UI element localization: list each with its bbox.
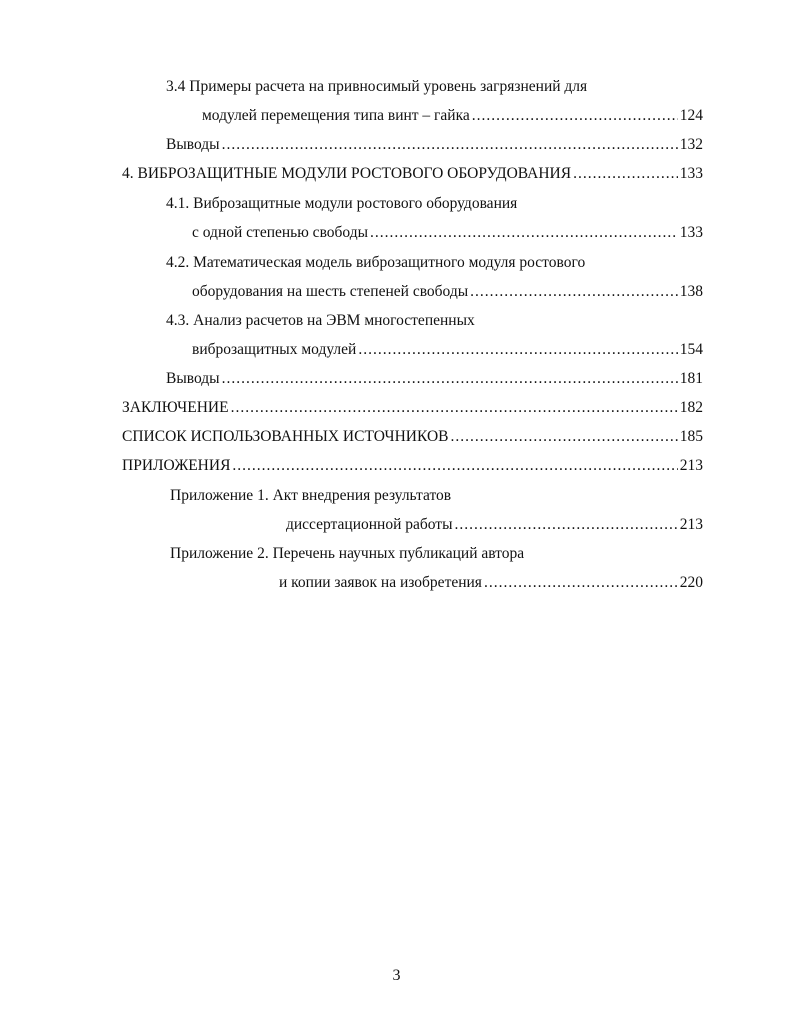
toc-3-4-page: 124 <box>679 107 703 124</box>
leader-dots <box>232 456 677 476</box>
leader-dots <box>370 223 678 243</box>
leader-dots <box>222 135 678 155</box>
toc-ch3-conclusions-page: 132 <box>679 136 703 153</box>
toc-appendix-2-line1: Приложение 2. Перечень научных публикаций автора <box>170 545 525 562</box>
toc-4-2-entry <box>192 282 703 302</box>
toc-conclusion: ЗАКЛЮЧЕНИЕ <box>122 399 229 416</box>
toc-4-2-line2: оборудования на шесть степеней свободы <box>192 283 469 300</box>
toc-chapter-4-entry <box>122 164 703 184</box>
toc-appendix-2-entry <box>279 573 703 593</box>
toc-3-4-entry <box>202 106 703 126</box>
toc-3-4-line1: 3.4 Примеры расчета на привносимый уровень загрязнений для <box>166 78 588 95</box>
toc-4-1-entry <box>192 223 703 243</box>
leader-dots <box>358 340 677 360</box>
leader-dots <box>231 398 678 418</box>
toc-4-2-page: 138 <box>679 283 703 300</box>
leader-dots <box>450 427 677 447</box>
toc-appendix-1-line1: Приложение 1. Акт внедрения результатов <box>170 487 452 504</box>
toc-ch4-conclusions-page: 181 <box>679 370 703 387</box>
toc-4-3-entry <box>192 340 703 360</box>
toc-ch3-conclusions-entry <box>166 135 703 155</box>
toc-4-1-page: 133 <box>679 224 703 241</box>
toc-appendix-1-line2: диссертационной работы <box>286 516 453 533</box>
leader-dots <box>573 164 678 184</box>
leader-dots <box>484 573 678 593</box>
leader-dots <box>472 106 678 126</box>
toc-3-4-line2: модулей перемещения типа винт – гайка <box>202 107 470 124</box>
toc-4-2-line1: 4.2. Математическая модель виброзащитного модуля ростового <box>166 254 586 271</box>
toc-references: СПИСОК ИСПОЛЬЗОВАННЫХ ИСТОЧНИКОВ <box>122 428 449 445</box>
toc-chapter-4-page: 133 <box>679 165 703 182</box>
toc-references-page: 185 <box>679 428 703 445</box>
toc-4-1-line1: 4.1. Виброзащитные модули ростового оборудования <box>166 195 518 212</box>
toc-appendices-page: 213 <box>679 457 703 474</box>
toc-appendices-entry <box>122 456 703 476</box>
toc-chapter-4-title: 4. ВИБРОЗАЩИТНЫЕ МОДУЛИ РОСТОВОГО ОБОРУДОВАНИЯ <box>122 165 572 182</box>
toc-ch3-conclusions: Выводы <box>166 136 220 153</box>
toc-appendix-1-entry <box>286 515 703 535</box>
leader-dots <box>455 515 678 535</box>
toc-appendix-2-page: 220 <box>679 574 703 591</box>
toc-ch4-conclusions-entry <box>166 369 703 389</box>
toc-4-1-line2: с одной степенью свободы <box>192 224 369 241</box>
toc-appendix-1-page: 213 <box>679 516 703 533</box>
leader-dots <box>470 282 678 302</box>
toc-appendices: ПРИЛОЖЕНИЯ <box>122 457 231 474</box>
toc-4-3-line2: виброзащитных модулей <box>192 341 357 358</box>
toc-conclusion-entry <box>122 398 703 418</box>
toc-ch4-conclusions: Выводы <box>166 370 220 387</box>
leader-dots <box>222 369 678 389</box>
toc-appendix-2-line2: и копии заявок на изобретения <box>279 574 482 591</box>
toc-4-3-page: 154 <box>679 341 703 358</box>
toc-conclusion-page: 182 <box>679 399 703 416</box>
toc-references-entry <box>122 427 703 447</box>
page-number: 3 <box>392 967 401 984</box>
toc-4-3-line1: 4.3. Анализ расчетов на ЭВМ многостепенных <box>166 312 475 329</box>
